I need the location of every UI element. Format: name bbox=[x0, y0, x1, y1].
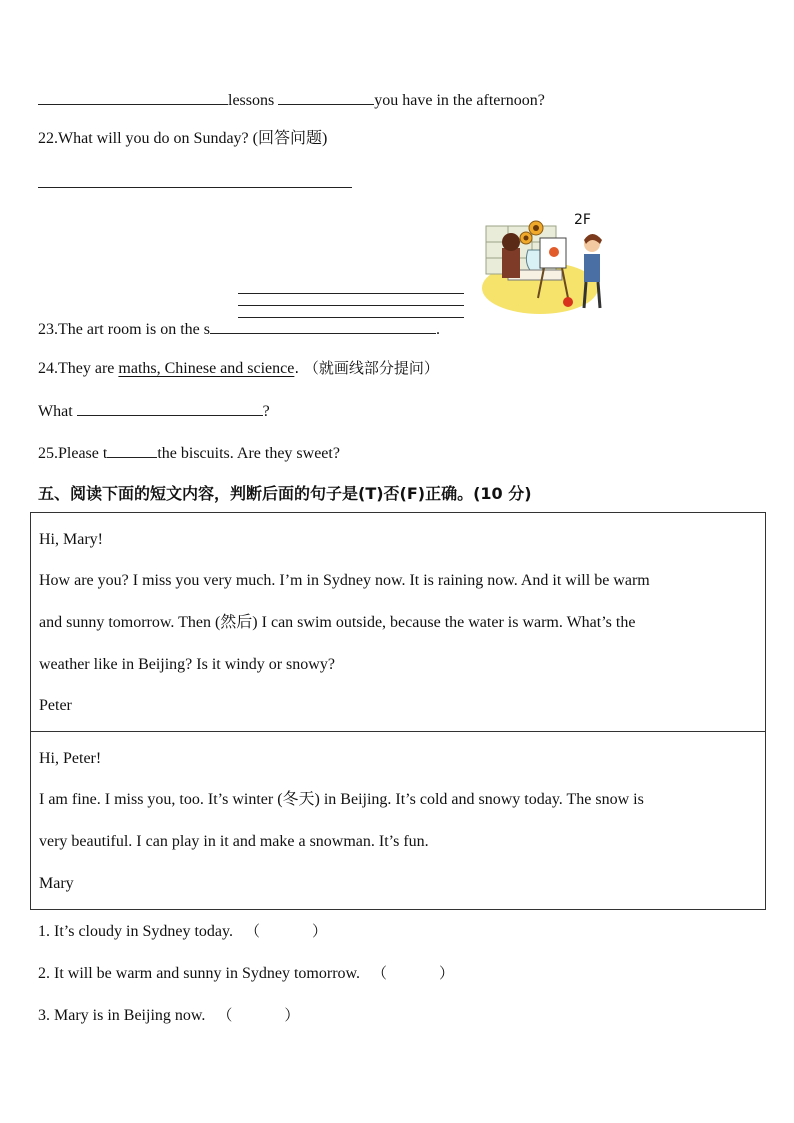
tf-item-text: 2. It will be warm and sunny in Sydney tomorrow. bbox=[38, 965, 361, 982]
q22-text: What will you do on Sunday? (回答问题) bbox=[58, 130, 328, 147]
q23-answer-line[interactable] bbox=[238, 305, 464, 306]
q24-pre: They are bbox=[58, 360, 119, 377]
q24-line2-pre: What bbox=[38, 403, 77, 420]
answer-blank[interactable] bbox=[278, 88, 374, 105]
q23-text: The art room is on the s bbox=[58, 321, 210, 338]
q23-end: . bbox=[435, 321, 440, 338]
q21-mid-text: lessons bbox=[228, 92, 275, 109]
letter-box-mary bbox=[30, 731, 766, 910]
q22-answer-line[interactable] bbox=[38, 187, 352, 188]
tf-open-paren: （ bbox=[217, 1006, 233, 1024]
q23-answer-line[interactable] bbox=[238, 293, 464, 294]
q24-question bbox=[38, 358, 439, 379]
q23-number: 23. bbox=[38, 321, 58, 338]
letter2-greeting: Hi, Peter! bbox=[39, 750, 102, 767]
answer-blank[interactable] bbox=[107, 441, 157, 458]
q24-underlined: maths, Chinese and science bbox=[118, 360, 295, 377]
tf-close-paren: ） bbox=[439, 964, 455, 982]
q23-question bbox=[38, 317, 440, 340]
art-room-picture bbox=[478, 210, 618, 330]
tf-item-text: 1. It’s cloudy in Sydney today. bbox=[38, 923, 233, 940]
letter1-signature: Peter bbox=[39, 697, 72, 714]
tf-item bbox=[38, 1005, 299, 1026]
q21-end-text: you have in the afternoon? bbox=[374, 92, 545, 109]
tf-close-paren: ） bbox=[311, 922, 327, 940]
answer-blank[interactable] bbox=[210, 317, 436, 334]
letter2-paragraph-line: I am fine. I miss you, too. It’s winter (冬天) in Beijing. It’s cold and snowy today. The snow is bbox=[39, 791, 644, 808]
art-room-illustration bbox=[478, 210, 618, 330]
q24-answer-row bbox=[38, 399, 270, 422]
q25-pre: Please t bbox=[58, 445, 108, 462]
letter1-paragraph-line: How are you? I miss you very much. I’m in Sydney now. It is raining now. And it will be warm bbox=[39, 572, 650, 589]
letter2-paragraph-line: very beautiful. I can play in it and make a snowman. It’s fun. bbox=[39, 833, 429, 850]
q25-question bbox=[38, 441, 340, 464]
letter2-signature: Mary bbox=[39, 875, 74, 892]
letter1-paragraph-line: and sunny tomorrow. Then (然后) I can swim outside, because the water is warm. What’s the bbox=[39, 614, 636, 631]
q24-post: . （就画线部分提问） bbox=[294, 359, 439, 377]
q25-number: 25. bbox=[38, 445, 58, 462]
tf-item bbox=[38, 963, 454, 984]
floor-label: 2F bbox=[574, 212, 591, 228]
tf-item-text: 3. Mary is in Beijing now. bbox=[38, 1007, 206, 1024]
q22-question bbox=[38, 129, 327, 149]
q21-line bbox=[38, 88, 545, 111]
answer-blank[interactable] bbox=[77, 399, 263, 416]
letter1-paragraph-line: weather like in Beijing? Is it windy or snowy? bbox=[39, 656, 335, 673]
q22-number: 22. bbox=[38, 130, 58, 147]
q25-post: the biscuits. Are they sweet? bbox=[157, 445, 340, 462]
q24-line2-post: ? bbox=[262, 403, 270, 420]
answer-blank[interactable] bbox=[38, 88, 228, 105]
tf-open-paren: （ bbox=[372, 964, 388, 982]
tf-item bbox=[38, 921, 327, 942]
q24-number: 24. bbox=[38, 360, 58, 377]
letter-box-peter bbox=[30, 512, 766, 732]
tf-open-paren: （ bbox=[244, 922, 260, 940]
letter1-greeting: Hi, Mary! bbox=[39, 531, 103, 548]
tf-close-paren: ） bbox=[284, 1006, 300, 1024]
section-heading: 五、阅读下面的短文内容，判断后面的句子是(T)否(F)正确。(10 分) bbox=[38, 484, 532, 503]
